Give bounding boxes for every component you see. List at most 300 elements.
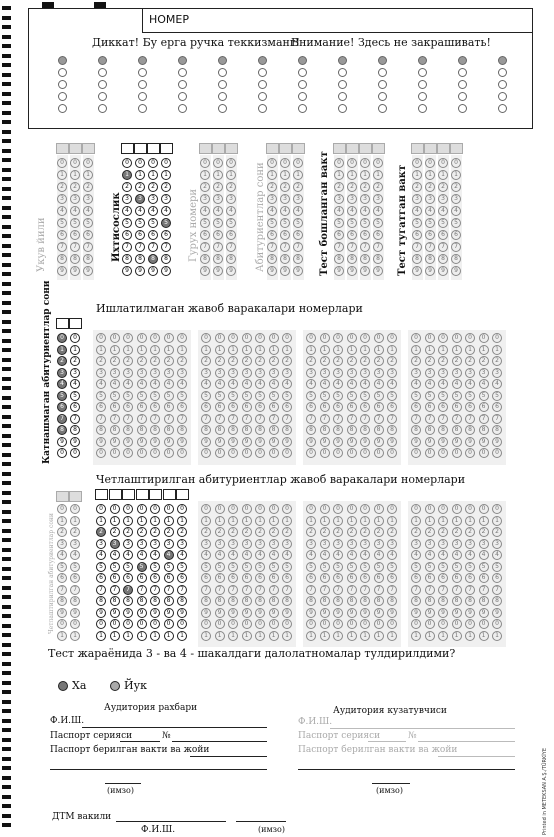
code-bubble[interactable]: 6: [226, 230, 236, 240]
sheet-bubble[interactable]: 9: [333, 437, 343, 447]
sheet-bubble[interactable]: 2: [164, 356, 174, 366]
code-bubble[interactable]: 0: [412, 158, 422, 168]
absent-count-bubble[interactable]: 9: [70, 437, 80, 447]
code-cell[interactable]: [266, 143, 279, 154]
sheet-number-bubble[interactable]: 0: [137, 619, 147, 629]
sheet-bubble[interactable]: 3: [347, 368, 357, 378]
sheet-bubble[interactable]: 1: [374, 631, 384, 641]
code-bubble[interactable]: 5: [83, 218, 93, 228]
sheet-bubble[interactable]: 0: [320, 504, 330, 514]
sheet-bubble[interactable]: 4: [177, 379, 187, 389]
sheet-number-bubble[interactable]: 1: [150, 516, 160, 526]
sheet-number-bubble[interactable]: 4: [123, 550, 133, 560]
specialty-bubble[interactable]: 0: [161, 158, 171, 168]
sheet-bubble[interactable]: 0: [438, 504, 448, 514]
sheet-bubble[interactable]: 5: [110, 391, 120, 401]
sheet-bubble[interactable]: 5: [228, 391, 238, 401]
sheet-bubble[interactable]: 9: [269, 437, 279, 447]
sheet-bubble[interactable]: 8: [242, 596, 252, 606]
specialty-bubble[interactable]: 2: [148, 182, 158, 192]
sheet-number-bubble[interactable]: 4: [150, 550, 160, 560]
code-bubble[interactable]: 3: [57, 194, 67, 204]
sheet-number-bubble[interactable]: 8: [96, 596, 106, 606]
sheet-bubble[interactable]: 5: [242, 562, 252, 572]
sheet-bubble[interactable]: 6: [150, 402, 160, 412]
sheet-bubble[interactable]: 3: [269, 539, 279, 549]
sheet-bubble[interactable]: 7: [479, 585, 489, 595]
sheet-bubble[interactable]: 0: [228, 619, 238, 629]
specialty-bubble[interactable]: 6: [161, 230, 171, 240]
sheet-bubble[interactable]: 5: [374, 562, 384, 572]
specialty-bubble[interactable]: 1: [135, 170, 145, 180]
sheet-bubble[interactable]: 2: [320, 527, 330, 537]
sheet-number-bubble[interactable]: 5: [137, 562, 147, 572]
sheet-bubble[interactable]: 7: [177, 414, 187, 424]
sheet-number-bubble[interactable]: 2: [137, 527, 147, 537]
specialty-bubble[interactable]: 5: [161, 218, 171, 228]
sheet-bubble[interactable]: 4: [282, 379, 292, 389]
code-bubble[interactable]: 9: [373, 266, 383, 276]
sheet-bubble[interactable]: 2: [320, 356, 330, 366]
specialty-bubble[interactable]: 2: [135, 182, 145, 192]
sheet-bubble[interactable]: 0: [492, 448, 502, 458]
sheet-bubble[interactable]: 3: [465, 539, 475, 549]
sheet-bubble[interactable]: 5: [387, 562, 397, 572]
sheet-bubble[interactable]: 4: [425, 379, 435, 389]
sheet-number-cell[interactable]: [163, 489, 176, 500]
sheet-bubble[interactable]: 0: [465, 504, 475, 514]
sheet-bubble[interactable]: 8: [411, 596, 421, 606]
sheet-bubble[interactable]: 1: [347, 345, 357, 355]
code-bubble[interactable]: 6: [438, 230, 448, 240]
absent-count-bubble[interactable]: 0: [57, 333, 67, 343]
code-bubble[interactable]: 0: [360, 158, 370, 168]
sheet-bubble[interactable]: 6: [269, 573, 279, 583]
sheet-bubble[interactable]: 0: [215, 448, 225, 458]
sheet-number-bubble[interactable]: 1: [110, 631, 120, 641]
absent-count-bubble[interactable]: 1: [70, 345, 80, 355]
code-bubble[interactable]: 7: [70, 242, 80, 252]
sheet-bubble[interactable]: 9: [201, 608, 211, 618]
code-bubble[interactable]: 0: [438, 158, 448, 168]
sheet-bubble[interactable]: 9: [465, 437, 475, 447]
sheet-number-bubble[interactable]: 4: [96, 550, 106, 560]
sheet-bubble[interactable]: 6: [110, 402, 120, 412]
specialty-bubble[interactable]: 0: [135, 158, 145, 168]
code-bubble[interactable]: 9: [226, 266, 236, 276]
absent-count-bubble[interactable]: 4: [70, 379, 80, 389]
sheet-number-cell[interactable]: [95, 489, 108, 500]
code-bubble[interactable]: 4: [83, 206, 93, 216]
code-bubble[interactable]: 7: [347, 242, 357, 252]
sheet-bubble[interactable]: 1: [374, 516, 384, 526]
sheet-number-bubble[interactable]: 1: [123, 516, 133, 526]
sheet-bubble[interactable]: 7: [465, 585, 475, 595]
sheet-bubble[interactable]: 3: [479, 539, 489, 549]
sheet-bubble[interactable]: 6: [425, 402, 435, 412]
sheet-bubble[interactable]: 9: [374, 608, 384, 618]
code-bubble[interactable]: 6: [70, 230, 80, 240]
excluded-count-bubble[interactable]: 7: [57, 585, 67, 595]
sheet-bubble[interactable]: 7: [306, 585, 316, 595]
sheet-bubble[interactable]: 0: [320, 333, 330, 343]
code-bubble[interactable]: 6: [373, 230, 383, 240]
sheet-bubble[interactable]: 3: [438, 368, 448, 378]
sheet-bubble[interactable]: 6: [360, 402, 370, 412]
sheet-bubble[interactable]: 6: [374, 402, 384, 412]
absent-count-bubble[interactable]: 8: [70, 425, 80, 435]
sheet-bubble[interactable]: 0: [164, 448, 174, 458]
specialty-bubble[interactable]: 9: [122, 266, 132, 276]
code-bubble[interactable]: 0: [373, 158, 383, 168]
specialty-bubble[interactable]: 3: [122, 194, 132, 204]
sheet-bubble[interactable]: 7: [137, 414, 147, 424]
sheet-bubble[interactable]: 5: [333, 391, 343, 401]
sheet-number-bubble[interactable]: 7: [177, 585, 187, 595]
sheet-bubble[interactable]: 8: [320, 596, 330, 606]
specialty-code-cell[interactable]: [147, 143, 160, 154]
code-bubble[interactable]: 3: [293, 194, 303, 204]
sheet-bubble[interactable]: 4: [201, 550, 211, 560]
sheet-bubble[interactable]: 5: [438, 562, 448, 572]
sheet-bubble[interactable]: 4: [492, 379, 502, 389]
sheet-bubble[interactable]: 0: [306, 448, 316, 458]
code-bubble[interactable]: 0: [226, 158, 236, 168]
sheet-bubble[interactable]: 9: [228, 437, 238, 447]
sheet-bubble[interactable]: 1: [438, 516, 448, 526]
sheet-bubble[interactable]: 4: [242, 379, 252, 389]
sheet-bubble[interactable]: 4: [452, 379, 462, 389]
sheet-bubble[interactable]: 2: [306, 356, 316, 366]
sheet-bubble[interactable]: 3: [374, 368, 384, 378]
sheet-bubble[interactable]: 1: [479, 516, 489, 526]
sheet-bubble[interactable]: 7: [228, 585, 238, 595]
sheet-bubble[interactable]: 0: [374, 448, 384, 458]
sheet-bubble[interactable]: 3: [137, 368, 147, 378]
sheet-bubble[interactable]: 0: [374, 504, 384, 514]
sheet-bubble[interactable]: 3: [215, 539, 225, 549]
sheet-bubble[interactable]: 9: [228, 608, 238, 618]
sheet-bubble[interactable]: 5: [374, 391, 384, 401]
sheet-bubble[interactable]: 1: [360, 345, 370, 355]
sheet-bubble[interactable]: 0: [201, 504, 211, 514]
sheet-bubble[interactable]: 5: [228, 562, 238, 572]
sheet-bubble[interactable]: 5: [201, 562, 211, 572]
code-bubble[interactable]: 6: [425, 230, 435, 240]
sheet-bubble[interactable]: 8: [201, 596, 211, 606]
sheet-bubble[interactable]: 1: [150, 345, 160, 355]
sheet-bubble[interactable]: 9: [452, 437, 462, 447]
sheet-number-bubble[interactable]: 7: [110, 585, 120, 595]
sheet-bubble[interactable]: 2: [177, 356, 187, 366]
sheet-number-bubble[interactable]: 5: [96, 562, 106, 572]
sheet-bubble[interactable]: 4: [228, 550, 238, 560]
code-cell[interactable]: [450, 143, 463, 154]
sheet-bubble[interactable]: 2: [492, 356, 502, 366]
sheet-number-bubble[interactable]: 0: [110, 619, 120, 629]
sheet-bubble[interactable]: 4: [411, 379, 421, 389]
sheet-bubble[interactable]: 7: [110, 414, 120, 424]
sheet-bubble[interactable]: 0: [137, 333, 147, 343]
code-cell[interactable]: [225, 143, 238, 154]
code-bubble[interactable]: 0: [451, 158, 461, 168]
sheet-bubble[interactable]: 9: [96, 437, 106, 447]
sheet-number-bubble[interactable]: 1: [164, 631, 174, 641]
excluded-count-bubble[interactable]: 3: [70, 539, 80, 549]
sheet-bubble[interactable]: 0: [333, 448, 343, 458]
sheet-bubble[interactable]: 3: [96, 368, 106, 378]
sheet-bubble[interactable]: 3: [242, 539, 252, 549]
code-cell[interactable]: [346, 143, 359, 154]
sheet-number-cell[interactable]: [176, 489, 189, 500]
sheet-number-bubble[interactable]: 1: [177, 631, 187, 641]
sheet-bubble[interactable]: 6: [96, 402, 106, 412]
sheet-bubble[interactable]: 0: [110, 448, 120, 458]
sheet-bubble[interactable]: 5: [333, 562, 343, 572]
sheet-bubble[interactable]: 3: [492, 368, 502, 378]
code-bubble[interactable]: 8: [226, 254, 236, 264]
sheet-bubble[interactable]: 0: [123, 333, 133, 343]
sheet-bubble[interactable]: 1: [479, 631, 489, 641]
sheet-bubble[interactable]: 4: [360, 379, 370, 389]
absent-count-bubble[interactable]: 0: [57, 448, 67, 458]
code-cell[interactable]: [56, 143, 69, 154]
specialty-bubble[interactable]: 5: [122, 218, 132, 228]
specialty-bubble[interactable]: 3: [161, 194, 171, 204]
code-bubble[interactable]: 2: [373, 182, 383, 192]
code-bubble[interactable]: 5: [200, 218, 210, 228]
sheet-bubble[interactable]: 4: [492, 550, 502, 560]
sheet-bubble[interactable]: 1: [228, 631, 238, 641]
code-bubble[interactable]: 0: [293, 158, 303, 168]
sheet-bubble[interactable]: 3: [479, 368, 489, 378]
sheet-bubble[interactable]: 0: [177, 448, 187, 458]
absent-count-bubble[interactable]: 0: [70, 333, 80, 343]
sheet-bubble[interactable]: 6: [228, 402, 238, 412]
sheet-bubble[interactable]: 4: [306, 550, 316, 560]
sheet-bubble[interactable]: 8: [306, 425, 316, 435]
code-bubble[interactable]: 2: [360, 182, 370, 192]
sheet-bubble[interactable]: 7: [333, 414, 343, 424]
sheet-bubble[interactable]: 4: [215, 550, 225, 560]
sheet-bubble[interactable]: 0: [242, 333, 252, 343]
code-bubble[interactable]: 5: [360, 218, 370, 228]
sheet-bubble[interactable]: 3: [360, 368, 370, 378]
code-bubble[interactable]: 6: [334, 230, 344, 240]
sheet-bubble[interactable]: 0: [242, 504, 252, 514]
sheet-bubble[interactable]: 2: [479, 527, 489, 537]
absent-count-bubble[interactable]: 4: [57, 379, 67, 389]
sheet-bubble[interactable]: 0: [438, 448, 448, 458]
sheet-bubble[interactable]: 1: [137, 345, 147, 355]
sheet-number-bubble[interactable]: 9: [123, 608, 133, 618]
code-bubble[interactable]: 7: [334, 242, 344, 252]
sheet-number-bubble[interactable]: 9: [137, 608, 147, 618]
sheet-bubble[interactable]: 4: [320, 379, 330, 389]
code-bubble[interactable]: 9: [213, 266, 223, 276]
code-cell[interactable]: [69, 143, 82, 154]
code-bubble[interactable]: 3: [213, 194, 223, 204]
sheet-bubble[interactable]: 7: [452, 585, 462, 595]
code-bubble[interactable]: 5: [226, 218, 236, 228]
code-bubble[interactable]: 1: [451, 170, 461, 180]
sheet-bubble[interactable]: 2: [215, 356, 225, 366]
specialty-code-cell[interactable]: [160, 143, 173, 154]
sheet-number-cell[interactable]: [122, 489, 135, 500]
sheet-bubble[interactable]: 3: [333, 539, 343, 549]
code-bubble[interactable]: 5: [280, 218, 290, 228]
sheet-bubble[interactable]: 1: [269, 516, 279, 526]
sheet-bubble[interactable]: 0: [411, 504, 421, 514]
sheet-number-bubble[interactable]: 6: [137, 573, 147, 583]
code-bubble[interactable]: 0: [83, 158, 93, 168]
sheet-bubble[interactable]: 6: [164, 402, 174, 412]
absent-count-bubble[interactable]: 6: [57, 402, 67, 412]
sheet-bubble[interactable]: 0: [333, 619, 343, 629]
sheet-bubble[interactable]: 7: [242, 585, 252, 595]
absent-count-bubble[interactable]: 6: [70, 402, 80, 412]
sheet-bubble[interactable]: 5: [269, 391, 279, 401]
sheet-bubble[interactable]: 5: [164, 391, 174, 401]
excluded-count-bubble[interactable]: 2: [57, 527, 67, 537]
sheet-bubble[interactable]: 5: [425, 562, 435, 572]
sheet-bubble[interactable]: 0: [479, 448, 489, 458]
sheet-number-bubble[interactable]: 0: [110, 504, 120, 514]
sheet-bubble[interactable]: 7: [360, 585, 370, 595]
sheet-bubble[interactable]: 8: [465, 425, 475, 435]
sheet-bubble[interactable]: 0: [411, 448, 421, 458]
sheet-bubble[interactable]: 3: [282, 539, 292, 549]
sheet-bubble[interactable]: 2: [374, 356, 384, 366]
sheet-bubble[interactable]: 2: [215, 527, 225, 537]
sheet-bubble[interactable]: 0: [333, 333, 343, 343]
sheet-bubble[interactable]: 1: [255, 516, 265, 526]
code-cell[interactable]: [372, 143, 385, 154]
sheet-bubble[interactable]: 4: [123, 379, 133, 389]
code-bubble[interactable]: 9: [57, 266, 67, 276]
sheet-bubble[interactable]: 7: [452, 414, 462, 424]
code-bubble[interactable]: 2: [347, 182, 357, 192]
code-bubble[interactable]: 4: [347, 206, 357, 216]
sheet-bubble[interactable]: 4: [164, 379, 174, 389]
number-field[interactable]: [142, 8, 532, 33]
sheet-bubble[interactable]: 8: [374, 425, 384, 435]
code-bubble[interactable]: 9: [451, 266, 461, 276]
sheet-bubble[interactable]: 5: [215, 562, 225, 572]
code-bubble[interactable]: 8: [412, 254, 422, 264]
sheet-bubble[interactable]: 4: [306, 379, 316, 389]
sheet-bubble[interactable]: 1: [452, 345, 462, 355]
code-cell[interactable]: [437, 143, 450, 154]
sheet-number-bubble[interactable]: 3: [137, 539, 147, 549]
sheet-bubble[interactable]: 8: [411, 425, 421, 435]
sheet-bubble[interactable]: 0: [269, 448, 279, 458]
sheet-bubble[interactable]: 1: [492, 345, 502, 355]
code-bubble[interactable]: 9: [70, 266, 80, 276]
sheet-bubble[interactable]: 9: [177, 437, 187, 447]
code-bubble[interactable]: 8: [438, 254, 448, 264]
code-bubble[interactable]: 4: [425, 206, 435, 216]
sheet-bubble[interactable]: 4: [387, 379, 397, 389]
code-bubble[interactable]: 4: [412, 206, 422, 216]
code-bubble[interactable]: 2: [293, 182, 303, 192]
absent-count-bubble[interactable]: 3: [70, 368, 80, 378]
sheet-bubble[interactable]: 0: [492, 619, 502, 629]
sheet-bubble[interactable]: 0: [387, 448, 397, 458]
specialty-bubble[interactable]: 7: [122, 242, 132, 252]
sheet-bubble[interactable]: 0: [360, 619, 370, 629]
sheet-bubble[interactable]: 6: [255, 402, 265, 412]
specialty-bubble[interactable]: 3: [148, 194, 158, 204]
sheet-number-bubble[interactable]: 2: [164, 527, 174, 537]
sheet-bubble[interactable]: 1: [411, 345, 421, 355]
sheet-bubble[interactable]: 3: [201, 368, 211, 378]
sheet-bubble[interactable]: 0: [96, 333, 106, 343]
sheet-bubble[interactable]: 0: [411, 619, 421, 629]
sheet-bubble[interactable]: 3: [387, 368, 397, 378]
sheet-bubble[interactable]: 0: [374, 333, 384, 343]
sheet-bubble[interactable]: 7: [411, 414, 421, 424]
code-bubble[interactable]: 7: [451, 242, 461, 252]
code-bubble[interactable]: 1: [70, 170, 80, 180]
sheet-bubble[interactable]: 1: [387, 345, 397, 355]
sheet-number-bubble[interactable]: 8: [123, 596, 133, 606]
sheet-bubble[interactable]: 9: [479, 608, 489, 618]
sheet-bubble[interactable]: 0: [269, 333, 279, 343]
sheet-bubble[interactable]: 7: [387, 414, 397, 424]
code-bubble[interactable]: 7: [57, 242, 67, 252]
sheet-bubble[interactable]: 6: [306, 402, 316, 412]
sheet-number-bubble[interactable]: 7: [164, 585, 174, 595]
sheet-bubble[interactable]: 1: [255, 631, 265, 641]
sheet-bubble[interactable]: 9: [242, 608, 252, 618]
sheet-bubble[interactable]: 2: [269, 527, 279, 537]
sheet-bubble[interactable]: 1: [282, 516, 292, 526]
sheet-bubble[interactable]: 1: [387, 631, 397, 641]
sheet-bubble[interactable]: 2: [425, 527, 435, 537]
code-bubble[interactable]: 4: [70, 206, 80, 216]
sheet-bubble[interactable]: 9: [306, 608, 316, 618]
sheet-bubble[interactable]: 0: [255, 619, 265, 629]
sheet-bubble[interactable]: 7: [374, 414, 384, 424]
code-bubble[interactable]: 1: [360, 170, 370, 180]
sheet-bubble[interactable]: 1: [215, 345, 225, 355]
sheet-bubble[interactable]: 8: [137, 425, 147, 435]
sheet-number-bubble[interactable]: 6: [110, 573, 120, 583]
excluded-count-bubble[interactable]: 8: [57, 596, 67, 606]
sheet-bubble[interactable]: 6: [452, 402, 462, 412]
sheet-bubble[interactable]: 8: [438, 596, 448, 606]
specialty-bubble[interactable]: 9: [135, 266, 145, 276]
absent-count-bubble[interactable]: 3: [57, 368, 67, 378]
sheet-bubble[interactable]: 3: [320, 539, 330, 549]
code-bubble[interactable]: 1: [425, 170, 435, 180]
sheet-bubble[interactable]: 2: [242, 356, 252, 366]
sheet-bubble[interactable]: 3: [425, 368, 435, 378]
sheet-bubble[interactable]: 5: [255, 391, 265, 401]
sheet-bubble[interactable]: 0: [201, 619, 211, 629]
sheet-bubble[interactable]: 4: [438, 550, 448, 560]
sheet-bubble[interactable]: 6: [333, 573, 343, 583]
sheet-bubble[interactable]: 0: [228, 448, 238, 458]
sheet-bubble[interactable]: 2: [387, 527, 397, 537]
code-bubble[interactable]: 8: [83, 254, 93, 264]
specialty-bubble[interactable]: 4: [148, 206, 158, 216]
excluded-count-bubble[interactable]: 1: [57, 631, 67, 641]
sheet-number-bubble[interactable]: 3: [150, 539, 160, 549]
sheet-number-cell[interactable]: [149, 489, 162, 500]
sheet-number-bubble[interactable]: 8: [110, 596, 120, 606]
